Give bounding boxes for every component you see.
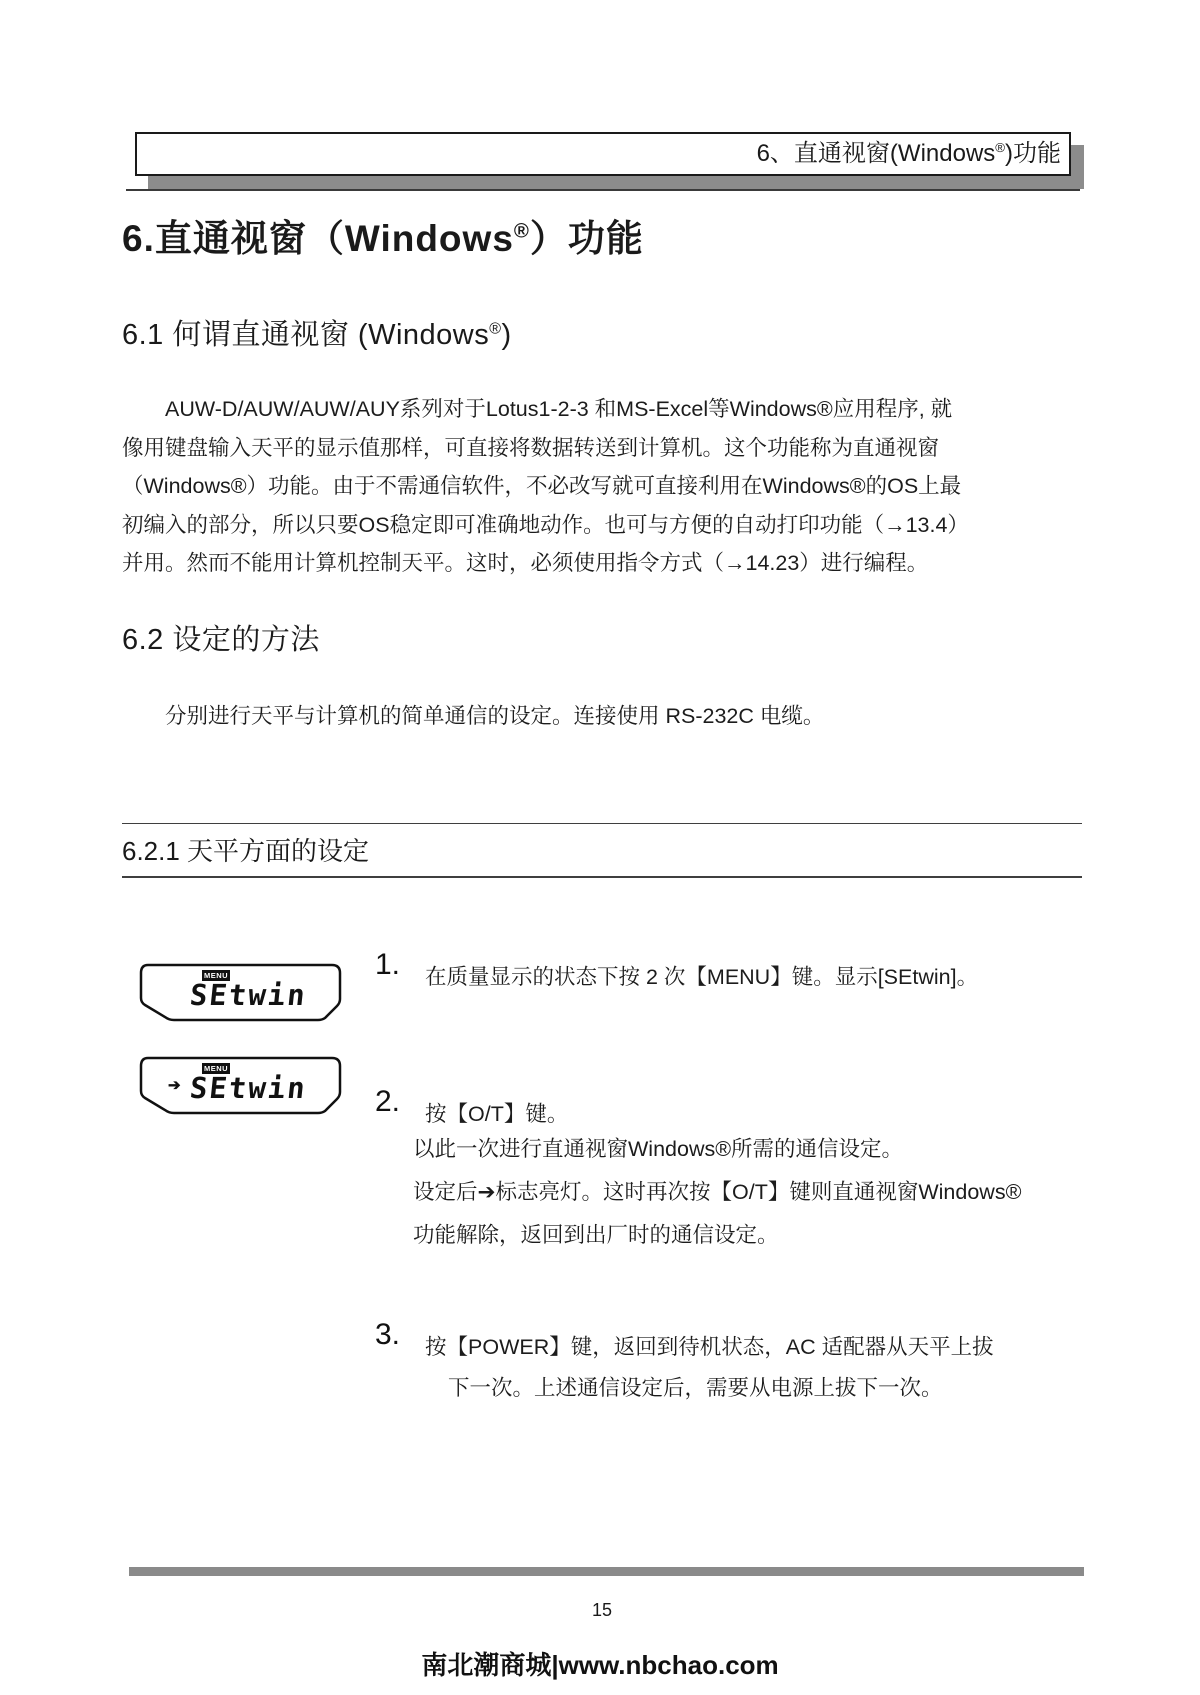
- chapter-title: [122, 208, 644, 262]
- step-1-number: 1.: [375, 948, 401, 981]
- step-2-detail-line: 功能解除，返回到出厂时的通信设定。: [413, 1223, 779, 1247]
- chapter-title-text: 6.直通视窗（Windows: [122, 218, 514, 259]
- page-number: 15: [591, 1600, 613, 1620]
- chapter-title-suffix: ）功能: [529, 218, 644, 259]
- paragraph-line: 像用键盘输入天平的显示值那样，可直接将数据转送到计算机。这个功能称为直通视窗: [122, 435, 940, 460]
- step-3-detail-line: 下一次。上述通信设定后，需要从电源上拔下一次。: [448, 1376, 943, 1400]
- display-value: SEtwin: [188, 1071, 309, 1105]
- section-rule-top: [122, 823, 1082, 824]
- balance-display-setwin-active: [138, 1056, 343, 1116]
- display-value: SEtwin: [188, 978, 309, 1012]
- step-2-detail-line: 设定后➔标志亮灯。这时再次按【O/T】键则直通视窗Windows®: [413, 1180, 1022, 1204]
- paragraph-line: 初编入的部分，所以只要OS稳定即可准确地动作。也可与方便的自动打印功能（→13.4）: [122, 512, 969, 537]
- section-6-1-heading-suffix: ): [501, 319, 512, 351]
- section-6-2-heading: 6.2 设定的方法: [122, 624, 320, 656]
- menu-indicator-badge: MENU: [203, 971, 229, 980]
- step-2-text: 按【O/T】键。: [425, 1102, 569, 1126]
- balance-display-setwin: [138, 963, 343, 1023]
- paragraph-line: （Windows®）功能。由于不需通信软件，不必改写就可直接利用在Windows®的OS上最: [122, 474, 962, 498]
- registered-mark: ®: [513, 220, 530, 243]
- section-6-2-paragraph: 分别进行天平与计算机的简单通信的设定。连接使用 RS-232C 电缆。: [165, 704, 825, 728]
- chapter-header-box: [135, 132, 1071, 176]
- chapter-header-label: 6、直通视窗(Windows: [756, 140, 996, 167]
- section-rule-bottom: [122, 876, 1082, 878]
- site-watermark: 南北潮商城|www.nbchao.com: [421, 1650, 779, 1680]
- paragraph-line: AUW-D/AUW/AUW/AUY系列对于Lotus1-2-3 和MS-Excel等Windows®应用程序, 就: [165, 397, 953, 421]
- section-6-1-paragraph: [122, 390, 1084, 583]
- step-1-text: 在质量显示的状态下按 2 次【MENU】键。显示[SEtwin]。: [425, 965, 979, 989]
- step-3-text: 按【POWER】键，返回到待机状态，AC 适配器从天平上拔: [425, 1335, 994, 1359]
- arrow-indicator-icon: ➔: [168, 1077, 181, 1094]
- step-2-number: 2.: [375, 1085, 401, 1118]
- menu-indicator-badge: MENU: [203, 1064, 229, 1073]
- section-6-1-heading: [122, 312, 512, 353]
- paragraph-line: 并用。然而不能用计算机控制天平。这时，必须使用指令方式（→14.23）进行编程。: [122, 551, 929, 575]
- section-6-1-heading-text: 6.1 何谓直通视窗 (Windows: [122, 319, 490, 351]
- registered-mark: ®: [489, 320, 502, 338]
- chapter-header-label-suffix: )功能: [1005, 140, 1061, 167]
- step-3-number: 3.: [375, 1318, 401, 1351]
- step-2-detail-line: 以此一次进行直通视窗Windows®所需的通信设定。: [413, 1137, 904, 1161]
- section-6-2-1-heading: 6.2.1 天平方面的设定: [122, 836, 370, 866]
- registered-mark: ®: [995, 140, 1005, 155]
- footer-divider-bar: [129, 1567, 1084, 1576]
- step-2-details: [413, 1128, 1021, 1257]
- header-rule: [126, 189, 1080, 191]
